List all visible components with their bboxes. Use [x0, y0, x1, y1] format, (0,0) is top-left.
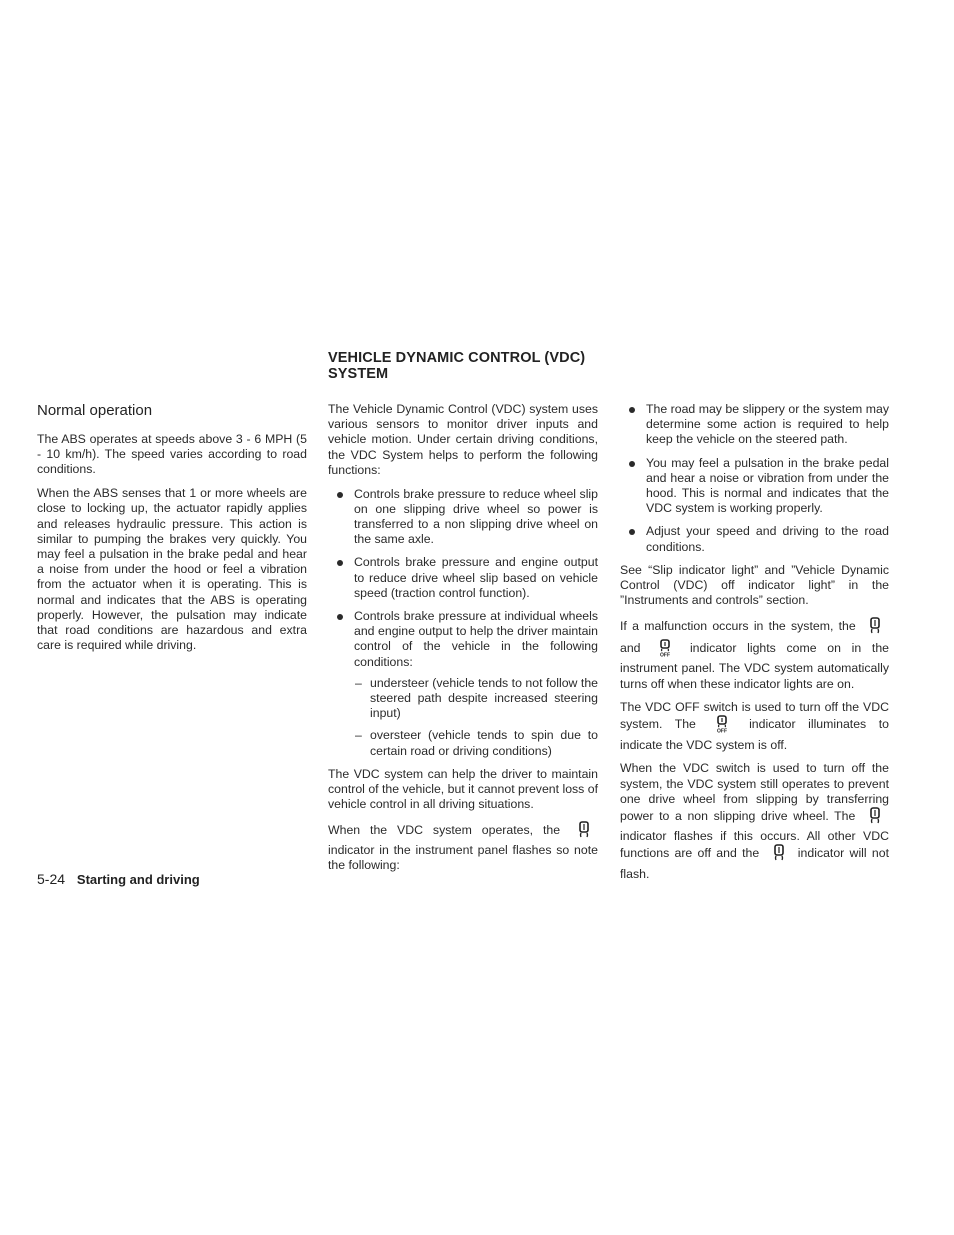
chapter-title: Starting and driving [76, 872, 200, 887]
list-item: You may feel a pulsation in the brake pedal and hear a noise or vibration from under the hood. This is normal and indicates that the VDC system is working properly. [620, 456, 889, 517]
list-item: Adjust your speed and driving to the road conditions. [620, 524, 889, 554]
list-item: Controls brake pressure and engine output to reduce drive wheel slip based on vehicle speed (traction control function). [328, 555, 598, 601]
text-span: indicator flashes if this occurs. All other VDC functions are off and the [620, 829, 889, 861]
normal-operation-heading: Normal operation [37, 402, 153, 419]
text-span: If a malfunction occurs in the system, the [620, 618, 856, 633]
vdc-notes-list [620, 402, 889, 555]
vdc-limitation-paragraph: The VDC system can help the driver to maintain control of the vehicle, but it cannot prevent loss of vehicle control in all driving situations. [328, 766, 599, 812]
text-span: and [620, 641, 641, 656]
off-label: OFF [717, 728, 728, 734]
page-number: 5-24 [37, 871, 66, 887]
malfunction-paragraph [620, 617, 889, 692]
vdc-off-indicator-icon [653, 639, 677, 661]
list-item [328, 609, 598, 759]
vdc-slip-indicator-icon [572, 821, 596, 843]
vdc-slip-indicator-icon [767, 844, 791, 866]
list-item: – oversteer (vehicle tends to spin due to certain road or driving conditions) [354, 728, 598, 758]
vdc-slip-indicator-icon [863, 617, 887, 639]
abs-operation-paragraph: When the ABS senses that 1 or more wheels are close to locking up, the actuator rapidly applies and releases hydraulic pressure. This action is similar to pumping the brakes very quickly. You may feel a pulsation in the brake pedal and hear a noise from under the hood or feel a vibration from the actuator when it is operating. This is normal and indicates that the ABS is operating properly. However, the pulsation may indicate that road conditions are hazardous and extra care is required while driving. [37, 486, 307, 653]
column-1 [37, 402, 307, 662]
vdc-functions-list [328, 487, 598, 759]
text-span: indicator will not flash. [620, 846, 890, 881]
list-item: The road may be slippery or the system may determine some action is required to help keep the vehicle on the steered path. [620, 402, 889, 448]
text-span: The VDC OFF switch is used to turn off the VDC system. The [620, 700, 889, 732]
vdc-off-indicator-icon [710, 715, 734, 737]
vdc-slip-indicator-icon [863, 807, 887, 829]
vdc-operates-paragraph [328, 821, 598, 874]
vdc-switch-off-paragraph [620, 761, 889, 881]
section-title-line1: VEHICLE DYNAMIC CONTROL (VDC) [328, 350, 586, 366]
column-3 [620, 402, 889, 890]
text-span: indicator illuminates to indicate the VDC system is off. [620, 717, 890, 752]
section-title [328, 350, 618, 382]
conditions-list [354, 676, 598, 759]
off-label: OFF [660, 652, 671, 658]
text-span: indicator lights come on in the instrument panel. The VDC system automatically turns off when these indicator lights are on. [620, 641, 890, 691]
vdc-intro-paragraph: The Vehicle Dynamic Control (VDC) system uses various sensors to monitor driver inputs and vehicle motion. Under certain driving conditions, the VDC System helps to perform the following functions: [328, 402, 598, 477]
column-2 [328, 402, 598, 882]
section-title-line2: SYSTEM [328, 366, 389, 382]
text-span: indicator in the instrument panel flashes so note the following: [328, 843, 598, 873]
page-footer [37, 871, 200, 888]
list-item: – understeer (vehicle tends to not follow the steered path despite increased steering input) [354, 676, 598, 722]
see-section-paragraph: See “Slip indicator light” and ”Vehicle Dynamic Control (VDC) off indicator light” in the ”Instruments and controls” section. [620, 562, 889, 608]
text-span: When the VDC system operates, the [328, 822, 561, 837]
text-span: When the VDC switch is used to turn off the system, the VDC system still operates to prevent one drive wheel from slipping by transferring power to a non slipping drive wheel. The [620, 761, 889, 823]
list-item: Controls brake pressure to reduce wheel slip on one slipping drive wheel so power is transferred to a non slipping drive wheel on the same axle. [328, 487, 598, 548]
abs-speed-paragraph: The ABS operates at speeds above 3 - 6 MPH (5 - 10 km/h). The speed varies according to road conditions. [37, 432, 307, 477]
list-item-text: Controls brake pressure at individual wheels and engine output to help the driver maintain control of the vehicle in the following conditions: [354, 608, 598, 669]
vdc-off-switch-paragraph [620, 700, 889, 753]
